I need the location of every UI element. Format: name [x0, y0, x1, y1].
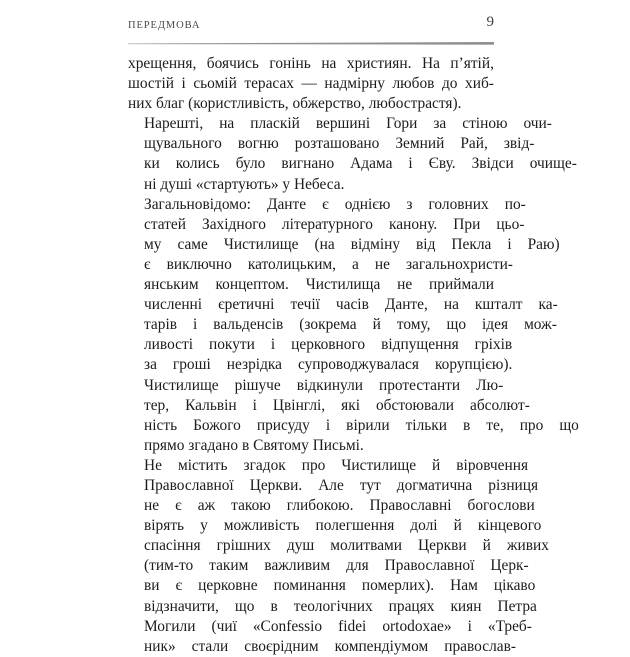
- text-line: Чистилище рішуче відкинули протестанти Лю-: [144, 376, 504, 394]
- text-line: шостій і сьомій терасах — надмірну любов до хиб-: [128, 75, 494, 93]
- text-line: є виключно католицьким, а не загальнохристи-: [144, 255, 513, 273]
- text-line: хрещення, боячись гонінь на християн. На п’ятій,: [128, 55, 494, 72]
- text-line: відзначити, що в теологічних працях киян Петра: [144, 597, 537, 615]
- body-text: [128, 54, 579, 657]
- text-line: Загальновідомо: Данте є однією з головних по-: [144, 195, 526, 213]
- text-line: Нарешті, на пласкій вершині Гори за стіною очи-: [144, 115, 552, 133]
- text-line: (тим-то таким важливим для Православної Церк-: [144, 557, 529, 575]
- text-line: за гроші незрідка супроводжувалася корупцією).: [144, 356, 513, 374]
- paragraph: [128, 54, 494, 114]
- paragraph: [128, 456, 549, 657]
- page-text-block: [128, 0, 579, 657]
- text-line: ник» стали своєрідним компендіумом православ-: [144, 637, 516, 655]
- text-line: щувального вогню розташовано Земний Рай, звід-: [144, 135, 535, 153]
- paragraph: [128, 195, 579, 456]
- text-line: тарів і вальденсів (зокрема й тому, що ідея мож-: [144, 316, 557, 334]
- text-line: статей Західного літературного канону. При цьо-: [144, 215, 525, 233]
- text-line: ливості покути і церковного відпущення гріхів: [144, 336, 513, 354]
- text-line: ки колись було вигнано Адама і Єву. Звідси очище-: [144, 155, 577, 173]
- text-line: ви є церковне поминання померлих). Нам цікаво: [144, 577, 536, 595]
- text-line: ність Божого присуду і вірили тільки в те, про що: [144, 416, 579, 434]
- header-divider-rule: [128, 40, 494, 46]
- text-line: численні єретичні течії часів Данте, на кшталт ка-: [144, 296, 558, 314]
- text-line: тер, Кальвін і Цвінглі, які обстоювали абсолют-: [144, 396, 530, 414]
- running-header: [128, 14, 494, 48]
- text-line: прямо згадано в Святому Письмі.: [144, 436, 364, 454]
- text-line: Православної Церкви. Але тут догматична різниця: [144, 476, 539, 494]
- text-line: ні душі «стартують» у Небеса.: [144, 175, 345, 193]
- text-line: Не містить згадок про Чистилище й віровчення: [144, 456, 529, 474]
- text-line: вірять у можливість полегшення долі й кінцевого: [144, 517, 542, 535]
- text-line: спасіння грішних душ молитвами Церкви й живих: [144, 537, 549, 555]
- running-head-title: ПЕРЕДМОВА: [128, 20, 201, 31]
- text-line: них благ (користливість, обжерство, любострастя).: [128, 95, 462, 113]
- text-line: янським концептом. Чистилища не приймали: [144, 276, 494, 294]
- text-line: не є аж такою глибокою. Православні богослови: [144, 497, 535, 515]
- text-line: му саме Чистилище (на відміну від Пекла і Раю): [144, 235, 560, 253]
- page-number: 9: [486, 14, 494, 30]
- text-line: Могили (чиї «Confessio fidei ortodoxae» і «Треб-: [144, 617, 532, 635]
- paragraph: [128, 114, 577, 194]
